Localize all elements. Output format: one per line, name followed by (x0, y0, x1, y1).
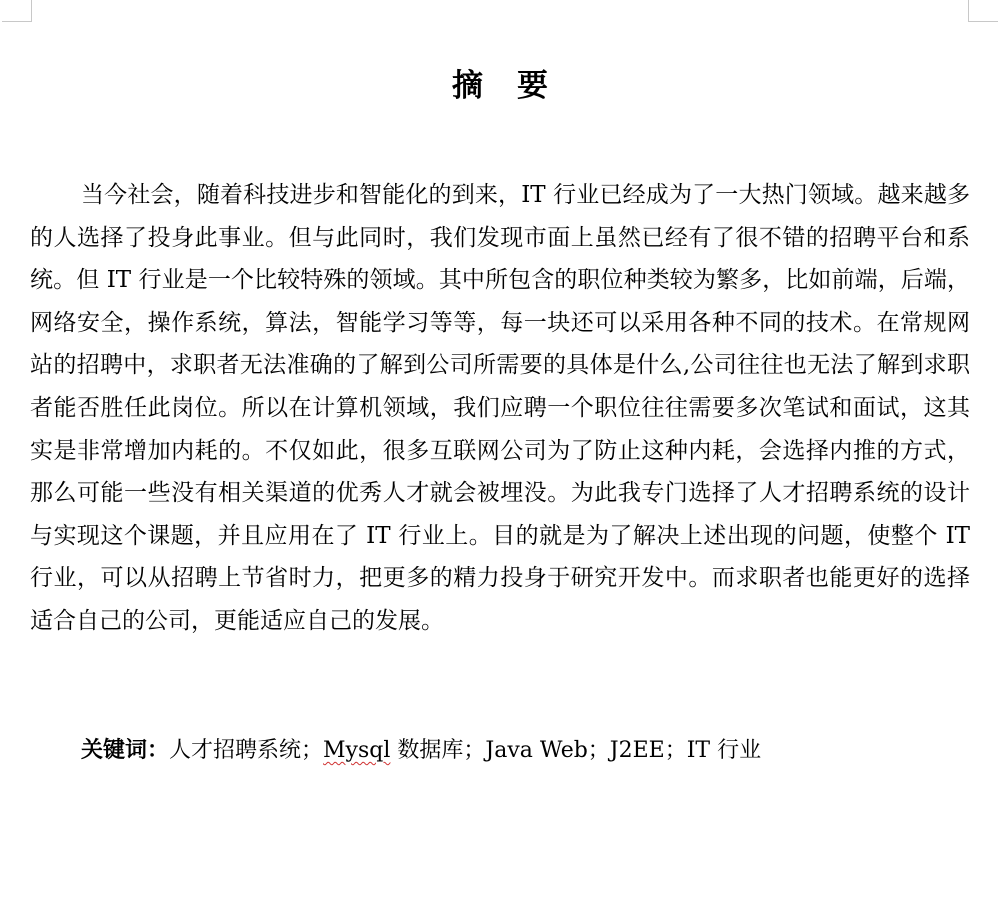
page-corner-mark-right (968, 0, 998, 22)
keywords-line (81, 731, 971, 771)
page-corner-mark-left (2, 0, 32, 22)
abstract-paragraph: 当今社会，随着科技进步和智能化的到来，IT 行业已经成为了一大热门领域。越来越多的人选择了投身此事业。但与此同时，我们发现市面上虽然已经有了很不错的招聘平台和系统。但 IT 行业是一个比较特殊的领域。其中所包含的职位种类较为繁多，比如前端，后端，网络安全，操作系统，算法，智能学习等等，每一块还可以采用各种不同的技术。在常规网站的招聘中，求职者无法准确的了解到公司所需要的具体是什么,公司往往也无法了解到求职者能否胜任此岗位。所以在计算机领域，我们应聘一个职位往往需要多次笔试和面试，这其实是非常增加内耗的。不仅如此，很多互联网公司为了防止这种内耗，会选择内推的方式，那么可能一些没有相关渠道的优秀人才就会被埋没。为此我专门选择了人才招聘系统的设计与实现这个课题，并且应用在了 IT 行业上。目的就是为了解决上述出现的问题，使整个 IT 行业，可以从招聘上节省时力，把更多的精力投身于研究开发中。而求职者也能更好的选择适合自己的公司，更能适应自己的发展。 (30, 182, 970, 634)
keywords-text-part1: 人才招聘系统； (169, 738, 324, 763)
keyword-misspelled-mysql: Mysql (323, 738, 391, 763)
document-title: 摘要 (452, 68, 582, 104)
keywords-label: 关键词： (81, 738, 170, 763)
keywords-text-part2: 数据库；Java Web；J2EE；IT 行业 (390, 738, 762, 763)
